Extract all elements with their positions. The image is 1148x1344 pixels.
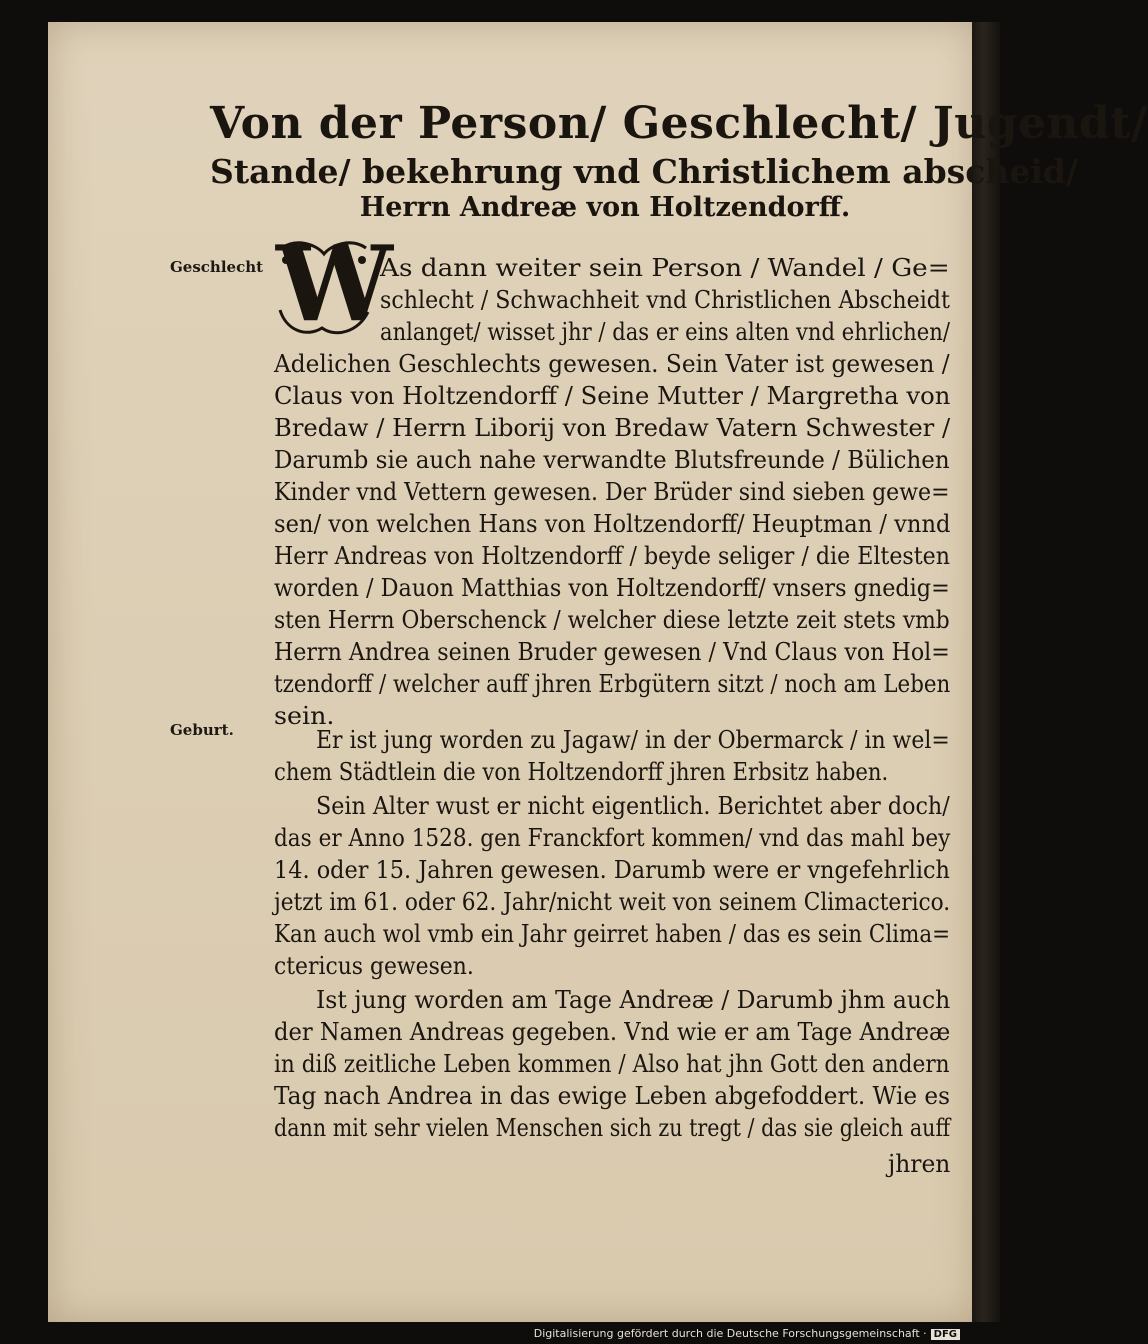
text-line: der Namen Andreas gegeben. Vnd wie er am Tage Andreæ <box>274 1017 951 1046</box>
text-line: worden / Dauon Matthias von Holtzendorff/ vnsers gnedig= <box>274 573 950 602</box>
margin-note-geburt: Geburt. <box>170 721 234 739</box>
text-line: Bredaw / Herrn Liborij von Bredaw Vatern Schwester / <box>274 413 951 442</box>
margin-note-geschlecht: Geschlecht <box>170 258 264 276</box>
decorative-initial <box>276 222 393 345</box>
text-line: As dann weiter sein Person / Wandel / Ge= <box>380 253 950 282</box>
text-line: Darumb sie auch nahe verwandte Blutsfreunde / Bülichen <box>274 445 950 474</box>
text-line: anlanget/ wisset jhr / das er eins alten vnd ehrlichen/ <box>380 317 950 346</box>
text-line: schlecht / Schwachheit vnd Christlichen Abscheidt <box>380 285 950 314</box>
text-line: Herrn Andrea seinen Bruder gewesen / Vnd Claus von Hol= <box>274 637 950 666</box>
heading-line-3: Herrn Andreæ von Holtzendorff. <box>359 192 851 223</box>
text-line: Herr Andreas von Holtzendorff / beyde seliger / die Eltesten <box>274 541 950 570</box>
text-line: Adelichen Geschlechts gewesen. Sein Vater ist gewesen / <box>274 349 950 378</box>
text-line: das er Anno 1528. gen Franckfort kommen/ vnd das mahl bey <box>274 823 951 852</box>
heading-line-1: Von der Person/ Geschlecht/ Jugendt/ <box>210 98 1148 149</box>
footer-text: Digitalisierung gefördert durch die Deutsche Forschungsgemeinschaft · <box>533 1327 927 1340</box>
dfg-logo: DFG <box>931 1329 960 1340</box>
dropcap-letter: W <box>276 222 393 345</box>
text-line: sten Herrn Oberschenck / welcher diese letzte zeit stets vmb <box>274 605 950 634</box>
text-line: jhren <box>888 1149 951 1178</box>
text-line: 14. oder 15. Jahren gewesen. Darumb were er vngefehrlich <box>274 855 950 884</box>
text-line: sen/ von welchen Hans von Holtzendorff/ Heuptman / vnnd <box>274 509 951 538</box>
text-line: Kan auch wol vmb ein Jahr geirret haben / das es sein Clima= <box>274 919 951 948</box>
text-line: ctericus gewesen. <box>274 951 474 980</box>
text-line: tzendorff / welcher auff jhren Erbgütern sitzt / noch am Leben <box>274 669 951 698</box>
text-line: Ist jung worden am Tage Andreæ / Darumb jhm auch <box>316 985 951 1014</box>
text-line: dann mit sehr vielen Menschen sich zu tregt / das sie gleich auff <box>274 1113 951 1142</box>
text-line: Sein Alter wust er nicht eigentlich. Berichtet aber doch/ <box>316 791 950 820</box>
text-line: sein. <box>274 701 335 730</box>
text-line: Claus von Holtzendorff / Seine Mutter / Margretha von <box>274 381 951 410</box>
text-line: in diß zeitliche Leben kommen / Also hat jhn Gott den andern <box>274 1049 950 1078</box>
text-line: Tag nach Andrea in das ewige Leben abgefoddert. Wie es <box>274 1081 951 1110</box>
text-line: Kinder vnd Vettern gewesen. Der Brüder sind sieben gewe= <box>274 477 950 506</box>
footer-credit <box>534 1327 960 1340</box>
text-line: jetzt im 61. oder 62. Jahr/nicht weit von seinem Climacterico. <box>274 887 951 916</box>
text-line: Er ist jung worden zu Jagaw/ in der Obermarck / in wel= <box>316 725 950 754</box>
heading-line-2: Stande/ bekehrung vnd Christlichem abscheid/ <box>210 152 1078 191</box>
text-line: chem Städtlein die von Holtzendorff jhren Erbsitz haben. <box>274 757 889 786</box>
